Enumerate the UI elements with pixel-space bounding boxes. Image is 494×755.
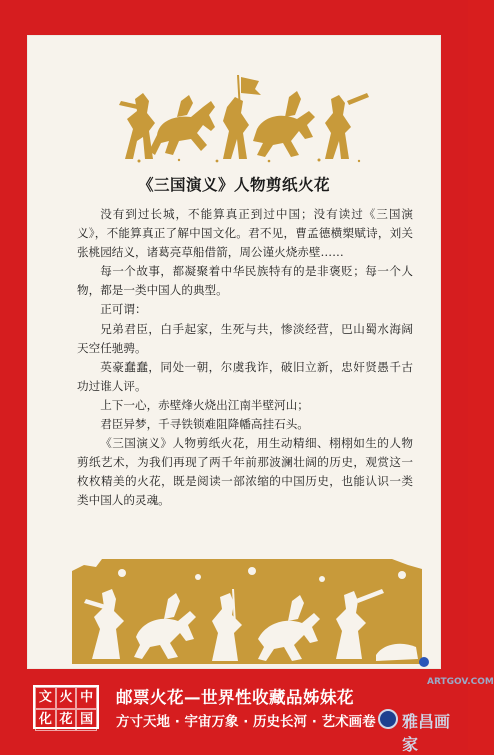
logo-char: 火 <box>56 687 77 709</box>
logo-char: 国 <box>76 709 97 731</box>
watermark-logo-icon <box>378 709 398 729</box>
culture-logo <box>33 685 99 729</box>
paragraph: 君臣异梦，千寻铁锁难阻降幡高挂石头。 <box>100 417 309 432</box>
paragraph: 每一个故事，都凝聚着中华民族特有的是非褒贬；每一个人物，都是一类中国人的典型。 <box>77 264 413 298</box>
paragraph: 《三国演义》人物剪纸火花，用生动精细、栩栩如生的人物剪纸艺术，为我们再现了两千年前那波澜壮阔的历史，观赏这一枚枚精美的火花，既是阅读一部浓缩的中国历史，也能认识一类类中国人的灵魂。 <box>77 436 413 508</box>
logo-char: 化 <box>35 709 56 731</box>
content-panel <box>27 35 494 687</box>
page-title: 《三国演义》人物剪纸火花 <box>137 176 330 194</box>
footer-slogan-secondary: 方寸天地 · 宇宙万象 · 历史长河 · 艺术画卷 <box>116 714 376 730</box>
footer-banner <box>0 677 468 754</box>
watermark-badge <box>372 707 464 754</box>
paragraph: 正可谓： <box>100 302 147 317</box>
logo-char: 中 <box>76 687 97 709</box>
paragraph: 上下一心，赤壁烽火烧出江南半壁河山； <box>100 397 309 412</box>
papercut-battle-scene-image <box>72 559 422 664</box>
logo-char: 花 <box>56 709 77 731</box>
paragraph: 没有到过长城，不能算真正到过中国；没有读过《三国演义》，不能算真正了解中国文化。君不见，曹孟德横槊赋诗，刘关张桃园结义，诸葛亮草船借箭，周公谨火烧赤壁…… <box>77 207 413 260</box>
logo-char: 文 <box>35 687 56 709</box>
papercut-horsemen-image <box>119 71 369 163</box>
watermark-url: ARTGOV.COM <box>427 677 494 687</box>
watermark-dot-icon <box>419 657 429 667</box>
watermark-text: 雅昌画家 <box>402 712 451 754</box>
footer-slogan-primary: 邮票火花—世界性收藏品姊妹花 <box>116 688 354 707</box>
description-text <box>77 205 413 511</box>
paragraph: 英豪蠢蠢，同处一朝，尔虞我诈，破旧立新，忠奸贤愚千古功过谁人评。 <box>77 359 413 393</box>
paragraph: 兄弟君臣，白手起家，生死与共，惨淡经营，巴山蜀水海阔天空任驰骋。 <box>77 321 413 355</box>
